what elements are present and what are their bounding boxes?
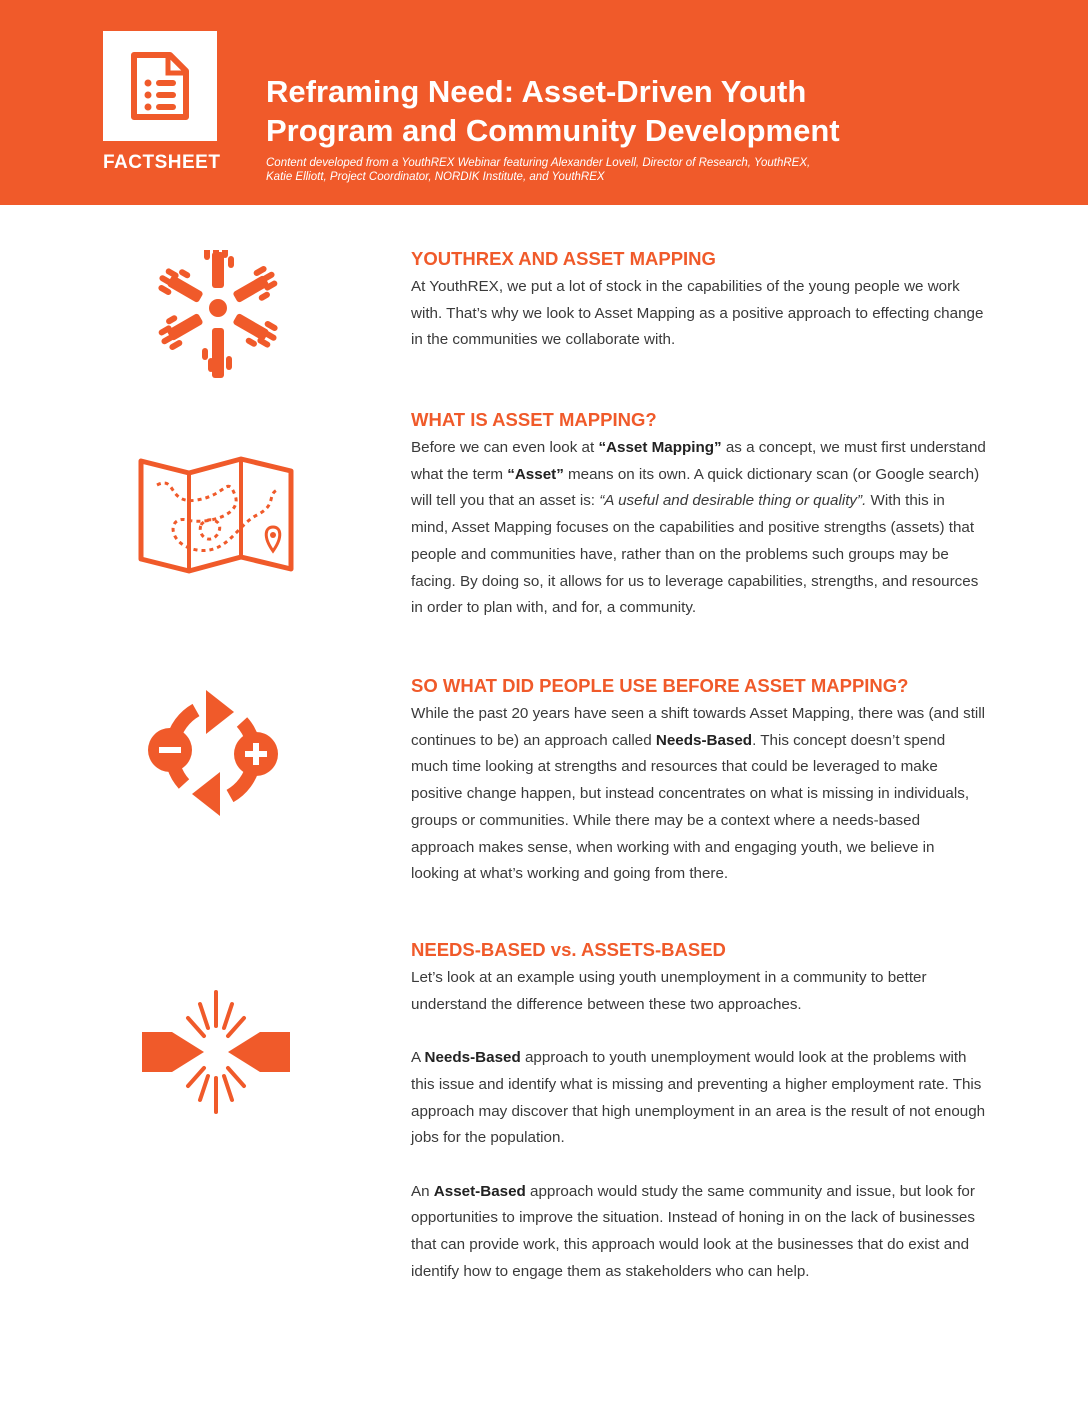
- text-run: . This concept doesn’t spend much time looking at strengths and resources that could be leveraged to make positive change happen, but instead concentrates on what is missing in individuals, groups or communities. While there may be a context where a needs-based approach makes sense, when working with and engaging youth, we believe in looking at what’s working and going from there.: [411, 731, 970, 883]
- text-run: A: [411, 1049, 425, 1067]
- title-line-1: Reframing Need: Asset-Driven Youth: [266, 74, 807, 109]
- document-list-icon: [130, 51, 190, 121]
- text-run: approach would study the same community and issue, but look for opportunities to improve the situation. Instead of honing in on the lack of businesses that can provide work, this approach would look at the businesses that do exist and identify how to engage them as stakeholders who can help.: [411, 1182, 975, 1280]
- section-paragraph: [411, 1179, 986, 1286]
- subtitle-line-1: Content developed from a YouthREX Webinar featuring Alexander Lovell, Director of Research, YouthREX,: [266, 157, 811, 169]
- treasure-map-icon: [137, 455, 295, 575]
- section-heading: SO WHAT DID PEOPLE USE BEFORE ASSET MAPPING?: [411, 675, 909, 696]
- factsheet-label: FACTSHEET: [103, 152, 221, 173]
- factsheet-logo: [103, 31, 217, 141]
- text-run: as a concept, we must first understand what the term: [411, 439, 986, 483]
- section-paragraph: At YouthREX, we put a lot of stock in the capabilities of the young people we work with. That’s why we look to Asset Mapping as a positive approach to effecting change in the communities we collaborate with.: [411, 278, 984, 349]
- minus-plus-cycle-icon: [146, 688, 280, 818]
- text-run: With this in mind, Asset Mapping focuses on the capabilities and positive strengths (assets) that people and communities have, rather than on the problems such groups may be facing. By doing so, it allows for us to leverage capabilities, strengths, and resources in order to plan with, and for, a community.: [411, 492, 979, 617]
- subtitle-line-2: Katie Elliott, Project Coordinator, NORDIK Institute, and YouthREX: [266, 171, 605, 183]
- quoted-definition: “A useful and desirable thing or quality”.: [599, 492, 867, 510]
- page-title: [266, 72, 966, 150]
- converging-arrows-icon: [142, 990, 290, 1114]
- section-heading: YOUTHREX AND ASSET MAPPING: [411, 248, 716, 269]
- section-paragraph: [411, 435, 986, 622]
- joined-hands-icon: [158, 250, 278, 382]
- text-run: approach to youth unemployment would look at the problems with this issue and identify what is missing and preventing a higher employment rate. This approach may discover that high unemployment in an area is the result of not enough jobs for the population.: [411, 1049, 986, 1147]
- page-subtitle: [266, 156, 826, 184]
- section-youthrex-asset-mapping: [411, 247, 986, 354]
- header-banner: [0, 0, 1088, 205]
- bold-term: Asset-Based: [433, 1182, 526, 1200]
- bold-term: Needs-Based: [424, 1049, 521, 1067]
- section-paragraph: Let’s look at an example using youth unemployment in a community to better understand the difference between these two approaches.: [411, 969, 927, 1013]
- bold-term: “Asset Mapping”: [598, 439, 722, 456]
- bold-term: “Asset”: [507, 465, 564, 483]
- text-run: means on its own. A quick dictionary scan (or Google search) will tell you that an asset is:: [411, 465, 980, 510]
- section-paragraph: [411, 701, 986, 888]
- section-what-is-asset-mapping: [411, 408, 986, 622]
- title-line-2: Program and Community Development: [266, 113, 840, 148]
- text-run: An: [411, 1182, 434, 1200]
- text-run: While the past 20 years have seen a shift towards Asset Mapping, there was (and still continues to be) an approach called: [411, 705, 986, 749]
- bold-term: Needs-Based: [655, 731, 753, 749]
- section-needs-vs-assets: [411, 938, 986, 1285]
- section-heading: NEEDS-BASED vs. ASSETS-BASED: [411, 939, 726, 960]
- section-paragraph: [411, 1045, 986, 1152]
- section-heading: WHAT IS ASSET MAPPING?: [411, 409, 657, 430]
- section-before-asset-mapping: [411, 674, 986, 888]
- text-run: Before we can even look at: [411, 439, 599, 456]
